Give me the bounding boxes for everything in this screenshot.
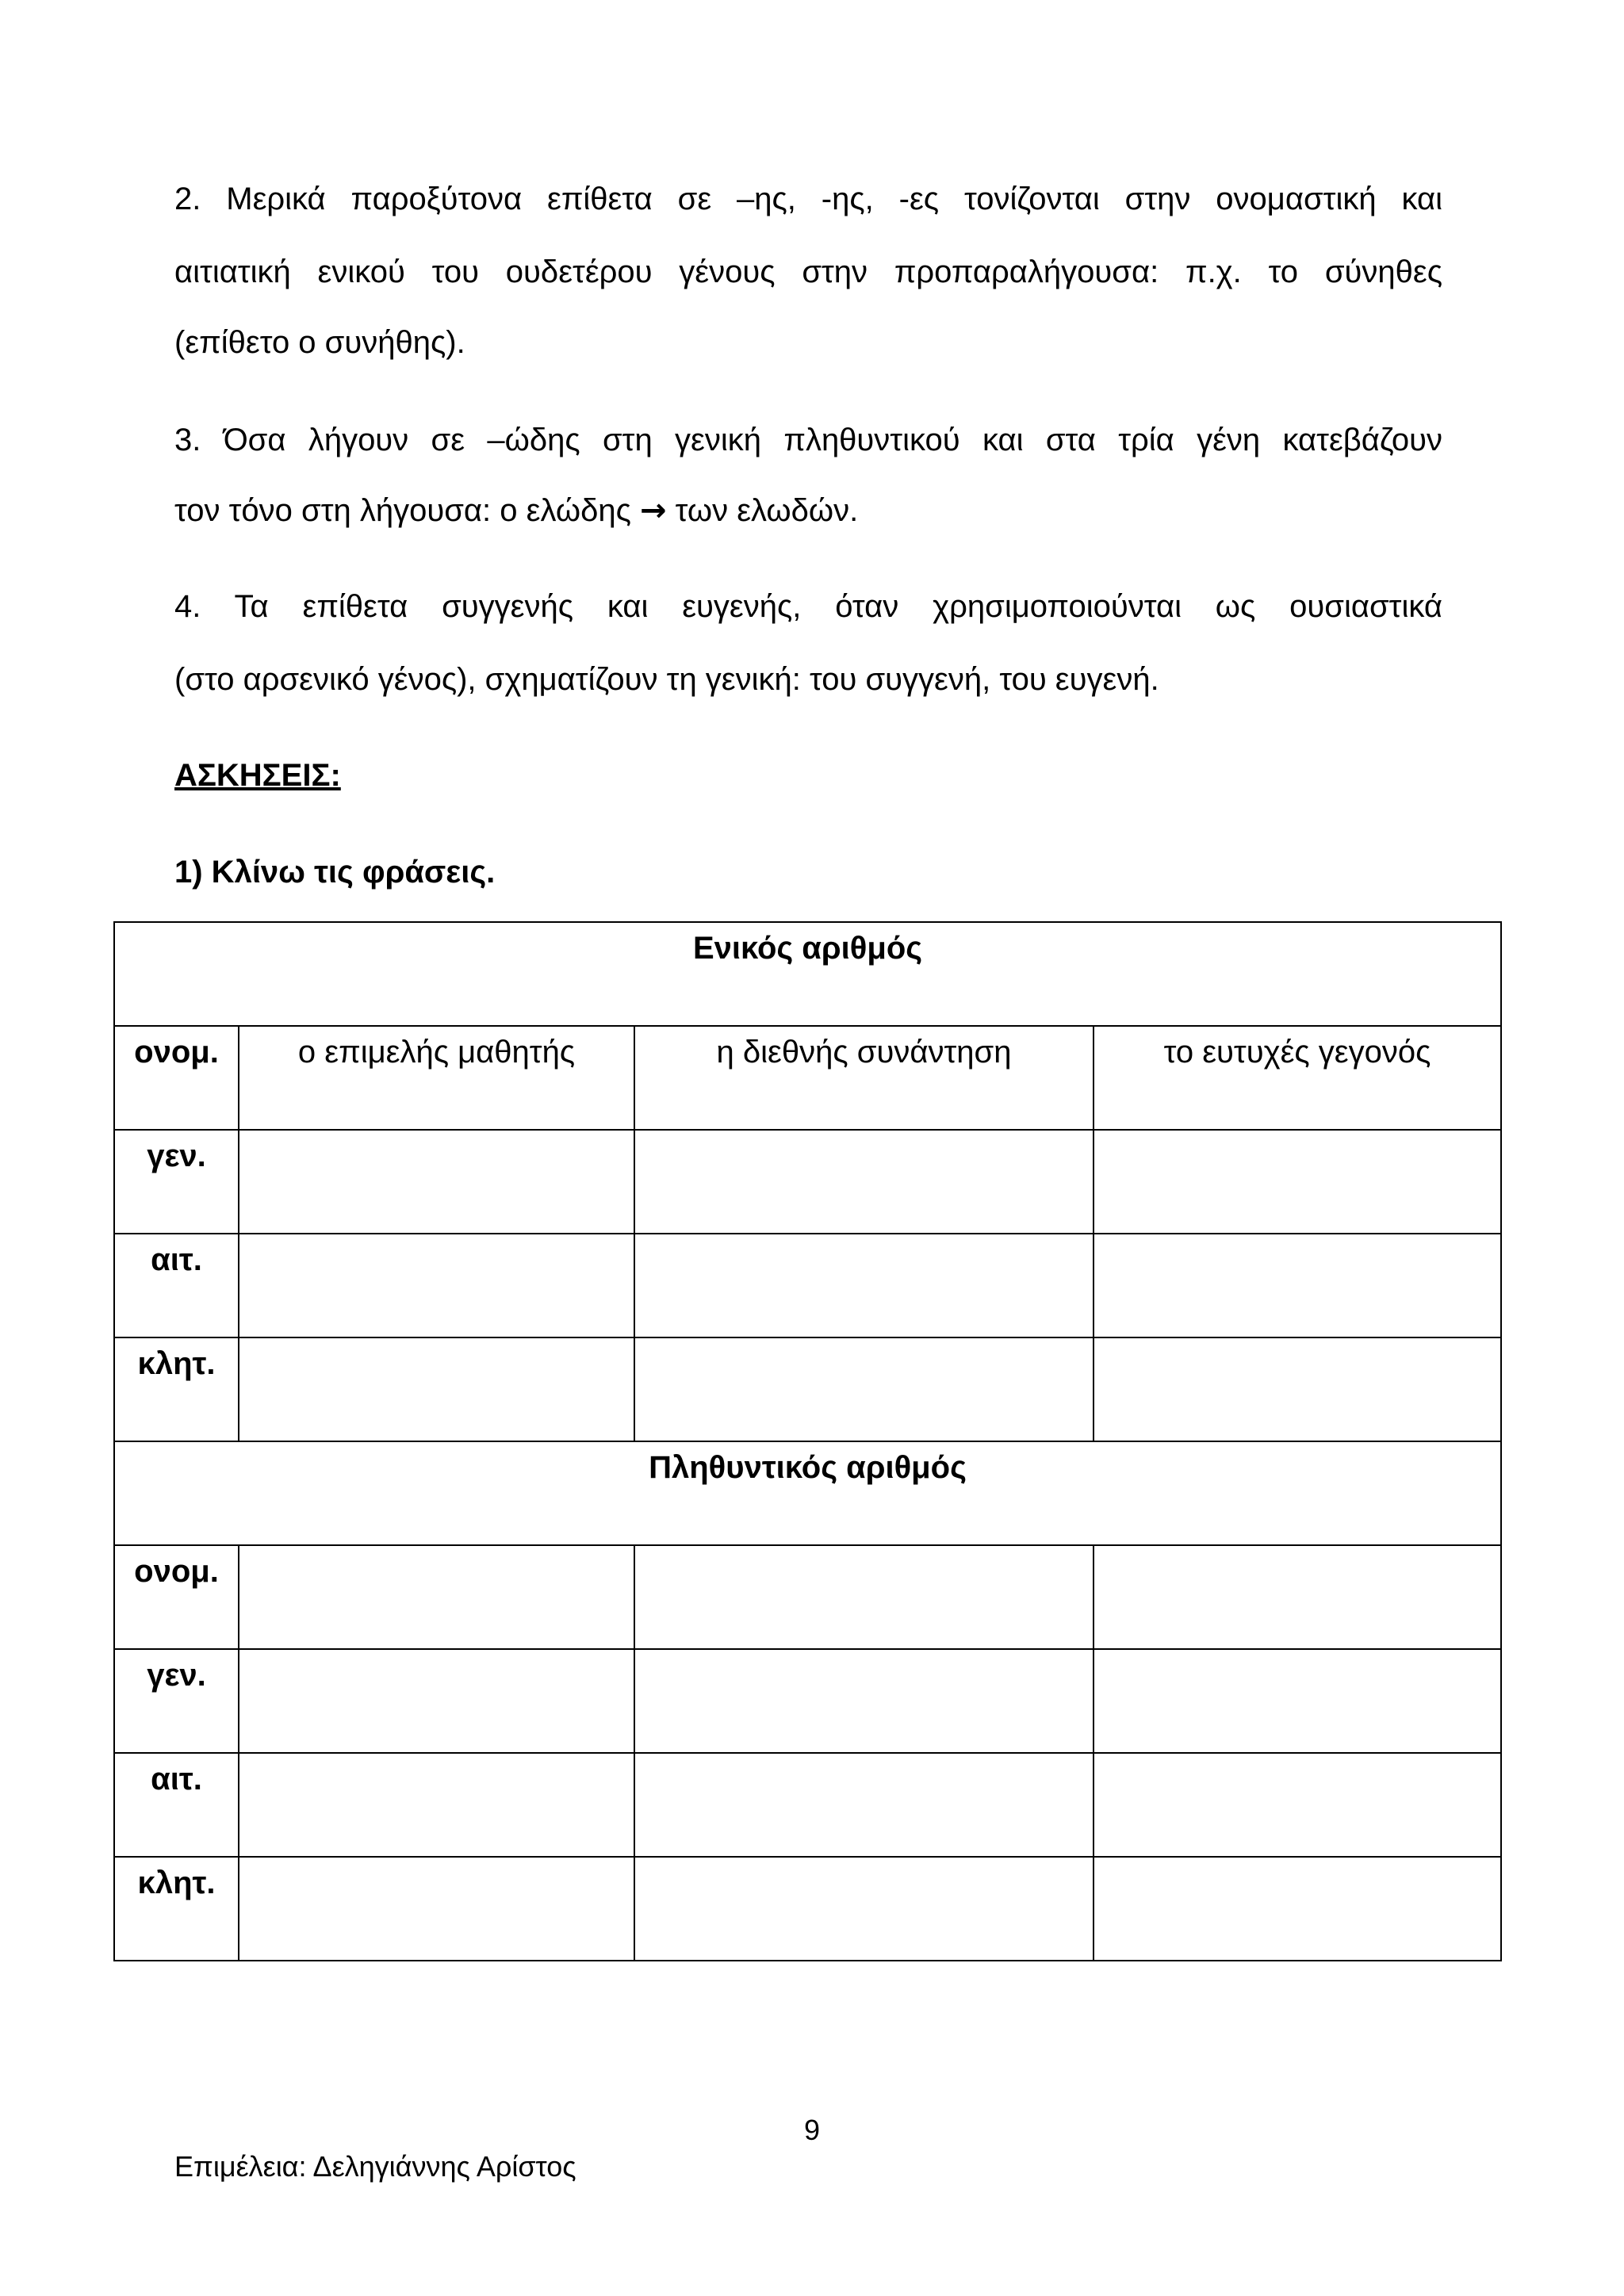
table-cell — [634, 1337, 1094, 1441]
rule-3-line-2-start: τον τόνο στη λήγουσα: ο ελώδης — [174, 493, 631, 528]
rule-4-line-2: (στο αρσενικό γένος), σχηματίζουν τη γενική: του συγγενή, του ευγενή. — [174, 662, 1159, 697]
table-row — [114, 1130, 1501, 1234]
case-label: αιτ. — [114, 1753, 239, 1857]
rule-2-line-1: 2. Μερικά παροξύτονα επίθετα σε –ης, -ης, -ες τονίζονται στην ονομαστική και — [174, 182, 1442, 216]
table-row — [114, 1649, 1501, 1753]
table-cell — [1094, 1649, 1501, 1753]
table-cell — [239, 1234, 634, 1337]
page-number: 9 — [803, 2114, 821, 2146]
singular-header: Ενικός αριθμός — [114, 922, 1501, 1026]
table-cell — [1094, 1753, 1501, 1857]
case-label: κλητ. — [114, 1857, 239, 1961]
table-cell — [239, 1649, 634, 1753]
table-row — [114, 1337, 1501, 1441]
table-cell — [634, 1234, 1094, 1337]
rule-2-line-2: αιτιατική ενικού του ουδετέρου γένους στην προπαραλήγουσα: π.χ. το σύνηθες — [174, 254, 1442, 289]
rule-3-line-2 — [174, 475, 1442, 546]
rule-3-line-1: 3. Όσα λήγουν σε –ώδης στη γενική πληθυντικού και στα τρία γένη κατεβάζουν — [174, 423, 1442, 457]
table-cell — [1094, 1337, 1501, 1441]
table-cell — [1094, 1857, 1501, 1961]
table-cell — [634, 1753, 1094, 1857]
table-cell — [239, 1753, 634, 1857]
exercise-1-title: 1) Κλίνω τις φράσεις. — [174, 855, 496, 890]
table-cell — [239, 1130, 634, 1234]
case-label: γεν. — [114, 1649, 239, 1753]
declension-table — [113, 921, 1502, 1961]
table-cell — [1094, 1234, 1501, 1337]
table-cell: το ευτυχές γεγονός — [1094, 1026, 1501, 1130]
plural-header-row — [114, 1441, 1501, 1545]
case-label: ονομ. — [114, 1545, 239, 1649]
table-row — [114, 1234, 1501, 1337]
table-row — [114, 1857, 1501, 1961]
table-cell — [1094, 1545, 1501, 1649]
table-cell — [634, 1857, 1094, 1961]
rule-3-line-2-end: των ελωδών. — [675, 493, 859, 528]
singular-header-row — [114, 922, 1501, 1026]
footer-author: Επιμέλεια: Δεληγιάννης Αρίστος — [174, 2150, 576, 2183]
right-arrow-icon: → — [639, 492, 667, 529]
table-row — [114, 1753, 1501, 1857]
table-row — [114, 1026, 1501, 1130]
table-cell — [239, 1337, 634, 1441]
table-cell — [634, 1649, 1094, 1753]
rule-2-line-3: (επίθετο ο συνήθης). — [174, 325, 465, 360]
exercises-heading: ΑΣΚΗΣΕΙΣ: — [174, 758, 341, 793]
table-cell — [239, 1857, 634, 1961]
table-cell — [634, 1130, 1094, 1234]
case-label: αιτ. — [114, 1234, 239, 1337]
case-label: ονομ. — [114, 1026, 239, 1130]
table-cell — [1094, 1130, 1501, 1234]
table-cell — [239, 1545, 634, 1649]
table-cell: ο επιμελής μαθητής — [239, 1026, 634, 1130]
case-label: κλητ. — [114, 1337, 239, 1441]
case-label: γεν. — [114, 1130, 239, 1234]
plural-header: Πληθυντικός αριθμός — [114, 1441, 1501, 1545]
rule-4-line-1: 4. Τα επίθετα συγγενής και ευγενής, όταν χρησιμοποιούνται ως ουσιαστικά — [174, 589, 1442, 624]
table-cell — [634, 1545, 1094, 1649]
table-cell: η διεθνής συνάντηση — [634, 1026, 1094, 1130]
table-row — [114, 1545, 1501, 1649]
